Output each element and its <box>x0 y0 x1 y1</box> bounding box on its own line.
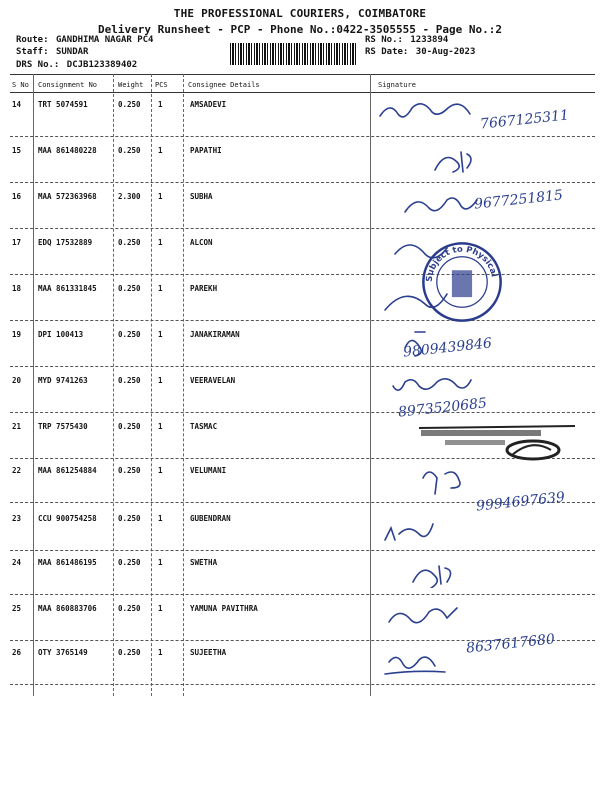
row-pcs: 1 <box>158 376 163 385</box>
row-consignment-no: CCU 900754258 <box>38 514 97 523</box>
row-sno: 18 <box>12 284 22 293</box>
drs-value: DCJB123389402 <box>66 60 138 70</box>
table-top-rule <box>10 74 595 75</box>
row-sno: 23 <box>12 514 22 523</box>
row-pcs: 1 <box>158 466 163 475</box>
route-line <box>16 35 153 45</box>
row-consignment-no: TRT 5074591 <box>38 100 88 109</box>
row-consignee: PAREKH <box>190 284 218 293</box>
row-weight: 0.250 <box>118 146 141 155</box>
row-weight: 0.250 <box>118 466 141 475</box>
rs-no-line <box>365 35 448 45</box>
row-consignment-no: MAA 861331845 <box>38 284 97 293</box>
row-weight: 0.250 <box>118 238 141 247</box>
row-consignment-no: DPI 100413 <box>38 330 84 339</box>
row-weight: 0.250 <box>118 648 141 657</box>
row-consignment-no: EDQ 17532889 <box>38 238 93 247</box>
row-pcs: 1 <box>158 238 163 247</box>
row-pcs: 1 <box>158 284 163 293</box>
row-consignment-no: MAA 861486195 <box>38 558 97 567</box>
row-sno: 24 <box>12 558 22 567</box>
row-weight: 2.300 <box>118 192 141 201</box>
row-separator <box>10 182 595 183</box>
signature-scribble <box>375 644 590 678</box>
document-title: THE PROFESSIONAL COURIERS, COIMBATORE <box>173 7 427 20</box>
row-sno: 26 <box>12 648 22 657</box>
row-sno: 14 <box>12 100 22 109</box>
staff-value: SUNDAR <box>55 47 89 57</box>
row-separator <box>10 274 595 275</box>
row-pcs: 1 <box>158 146 163 155</box>
signature-scribble <box>375 554 590 588</box>
staff-line <box>16 47 88 57</box>
header-weight: Weight <box>118 81 144 89</box>
route-value: GANDHIMA NAGAR PC4 <box>55 35 154 45</box>
row-pcs: 1 <box>158 514 163 523</box>
signature-scribble <box>375 142 590 176</box>
header-sno: S No <box>12 81 29 89</box>
row-consignee: PAPATHI <box>190 146 222 155</box>
rs-no-label: RS No.: <box>365 35 403 45</box>
route-label: Route: <box>16 35 49 45</box>
row-sno: 17 <box>12 238 22 247</box>
col-divider <box>183 74 184 696</box>
staff-label: Staff: <box>16 47 49 57</box>
row-separator <box>10 412 595 413</box>
row-consignee: GUBENDRAN <box>190 514 231 523</box>
row-consignee: JANAKIRAMAN <box>190 330 240 339</box>
row-separator <box>10 228 595 229</box>
row-separator <box>10 550 595 551</box>
row-consignee: ALCON <box>190 238 213 247</box>
row-sno: 22 <box>12 466 22 475</box>
row-pcs: 1 <box>158 100 163 109</box>
row-pcs: 1 <box>158 558 163 567</box>
row-separator <box>10 366 595 367</box>
rs-date-line <box>365 47 475 57</box>
rs-no-value: 1233894 <box>410 35 449 45</box>
header-pcs: PCS <box>155 81 168 89</box>
office-seal <box>415 422 585 462</box>
row-weight: 0.250 <box>118 422 141 431</box>
col-divider <box>151 74 152 696</box>
rs-date-label: RS Date: <box>365 47 409 57</box>
row-consignee: SUJEETHA <box>190 648 227 657</box>
row-pcs: 1 <box>158 604 163 613</box>
row-consignment-no: MAA 572363968 <box>38 192 97 201</box>
table-header-rule <box>10 92 595 93</box>
row-sno: 16 <box>12 192 22 201</box>
row-consignment-no: OTY 3765149 <box>38 648 88 657</box>
drs-label: DRS No.: <box>16 60 60 70</box>
row-weight: 0.250 <box>118 330 141 339</box>
handwritten-phone: 8637617680 <box>465 631 556 657</box>
row-weight: 0.250 <box>118 604 141 613</box>
row-consignment-no: MAA 861254884 <box>38 466 97 475</box>
handwritten-phone: 9677251815 <box>473 187 564 213</box>
handwritten-phone: 8973520685 <box>397 395 488 421</box>
row-weight: 0.250 <box>118 514 141 523</box>
row-sno: 19 <box>12 330 22 339</box>
col-divider <box>370 74 371 696</box>
row-consignee: AMSADEVI <box>190 100 227 109</box>
row-consignee: SUBHA <box>190 192 213 201</box>
row-sno: 25 <box>12 604 22 613</box>
row-consignee: TASMAC <box>190 422 218 431</box>
row-pcs: 1 <box>158 192 163 201</box>
row-consignment-no: TRP 7575430 <box>38 422 88 431</box>
handwritten-phone: 9809439846 <box>402 335 493 361</box>
header-signature: Signature <box>378 81 416 89</box>
row-pcs: 1 <box>158 330 163 339</box>
row-consignment-no: MAA 861480228 <box>38 146 97 155</box>
row-separator <box>10 320 595 321</box>
drs-line <box>16 60 137 70</box>
received-stamp <box>420 240 504 324</box>
stamp-text: Subject to Physical <box>423 243 500 283</box>
row-consignee: VELUMANI <box>190 466 227 475</box>
handwritten-phone: 7667125311 <box>479 107 570 133</box>
row-consignment-no: MYD 9741263 <box>38 376 88 385</box>
row-sno: 21 <box>12 422 22 431</box>
row-weight: 0.250 <box>118 284 141 293</box>
col-divider <box>33 74 34 696</box>
rs-date-value: 30-Aug-2023 <box>415 47 476 57</box>
signature-scribble <box>375 600 590 634</box>
row-sno: 20 <box>12 376 22 385</box>
row-consignee: SWETHA <box>190 558 218 567</box>
row-pcs: 1 <box>158 422 163 431</box>
row-consignee: YAMUNA PAVITHRA <box>190 604 258 613</box>
row-separator <box>10 594 595 595</box>
handwritten-phone: 9994697639 <box>475 489 566 515</box>
col-divider <box>113 74 114 696</box>
document-subtitle: Delivery Runsheet - PCP - Phone No.:0422-3505555 - Page No.:2 <box>98 23 502 36</box>
row-consignee: VEERAVELAN <box>190 376 236 385</box>
row-weight: 0.250 <box>118 558 141 567</box>
signature-scribble <box>375 510 590 544</box>
row-pcs: 1 <box>158 648 163 657</box>
row-separator <box>10 136 595 137</box>
row-separator <box>10 684 595 685</box>
row-weight: 0.250 <box>118 376 141 385</box>
row-consignment-no: MAA 860883706 <box>38 604 97 613</box>
barcode <box>230 43 358 65</box>
header-consignment: Consignment No <box>38 81 98 89</box>
row-weight: 0.250 <box>118 100 141 109</box>
row-sno: 15 <box>12 146 22 155</box>
header-consignee: Consignee Details <box>188 81 260 89</box>
